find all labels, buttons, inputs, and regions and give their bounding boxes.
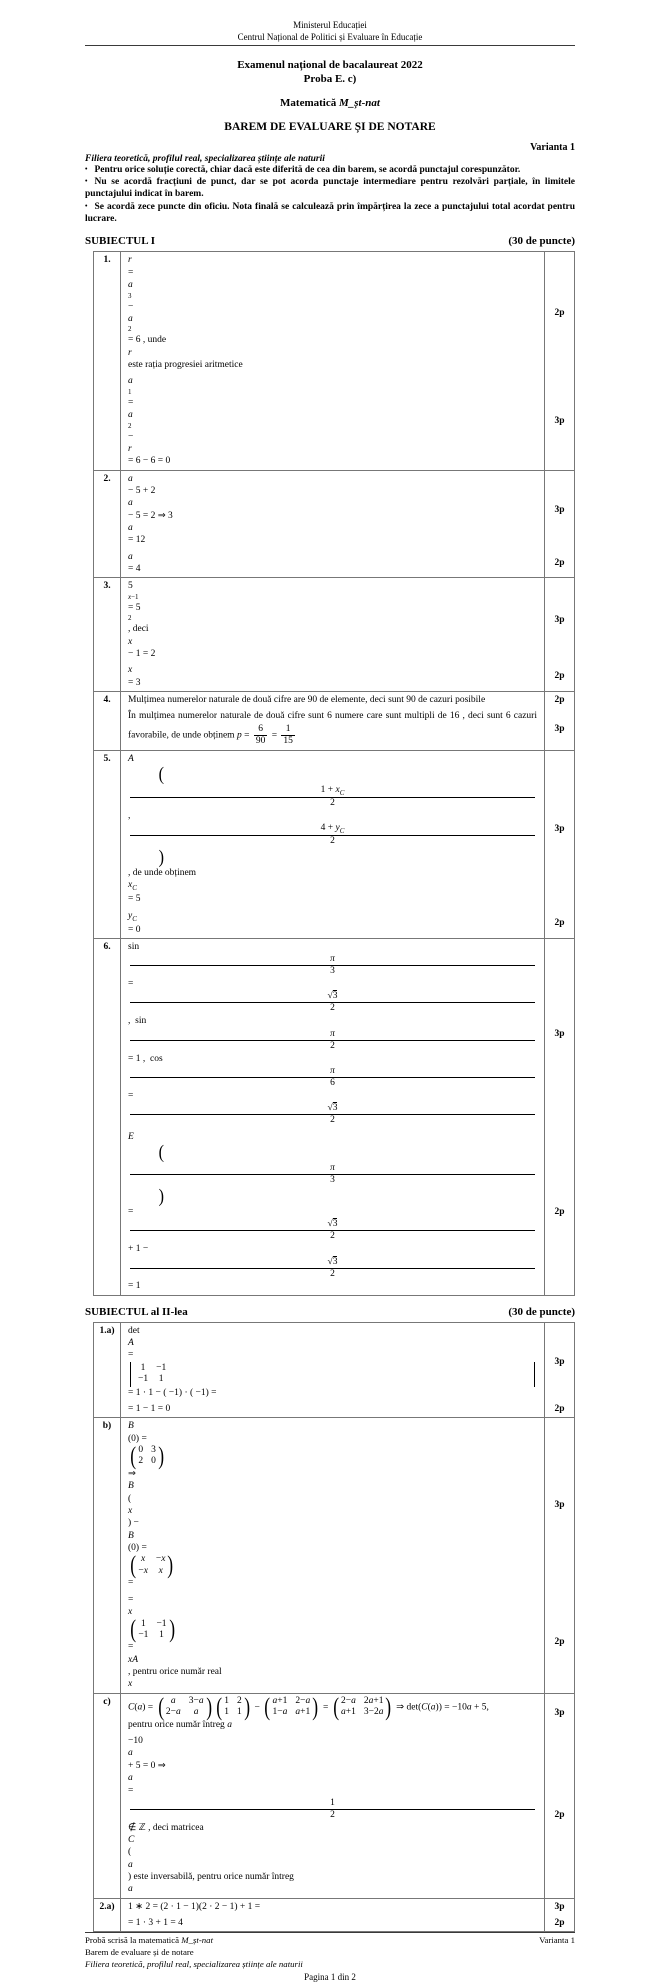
points-cell: 2p bbox=[544, 252, 574, 373]
row-lines bbox=[121, 1418, 574, 1693]
table-row bbox=[94, 1899, 574, 1932]
answer-content: a − 5 + 2 a − 5 = 2 ⇒ 3 a = 12 bbox=[128, 473, 173, 546]
row-number: b) bbox=[94, 1418, 121, 1693]
filiera-note: Filiera teoretică, profilul real, specializarea științe ale naturii bbox=[85, 153, 325, 164]
answer-content: Mulțimea numerelor naturale de două cifre are 90 de elemente, deci sunt 90 de cazuri posibile bbox=[128, 695, 486, 705]
row-lines bbox=[121, 1323, 574, 1418]
answer-line bbox=[121, 1915, 574, 1931]
answer-content: −10 a + 5 = 0 ⇒ a = $\frac{1}{2}$ ∉ ℤ , deci matricea C ( a ) este inversabilă, pentru orice număr întreg a bbox=[121, 1733, 544, 1898]
score-table bbox=[93, 251, 575, 1295]
row-number: c) bbox=[94, 1694, 121, 1898]
section-points: (30 de puncte) bbox=[508, 1305, 575, 1318]
row-lines bbox=[121, 471, 574, 578]
bullet-icon: • bbox=[85, 177, 88, 186]
answer-line bbox=[121, 252, 574, 373]
answer-line bbox=[121, 662, 574, 691]
footer-line-1 bbox=[85, 1935, 575, 1947]
subject-title: Matematică M_șt-nat bbox=[280, 96, 380, 109]
points-cell: 2p bbox=[544, 662, 574, 691]
center-line: Centrul Național de Politici și Evaluare în Educație bbox=[237, 31, 423, 42]
row-number: 1.a) bbox=[94, 1323, 121, 1418]
answer-content: sin $\frac{\pi}{3}$ = $\frac{√3}{2}$ , sin $\frac{\pi}{2}$ = 1 , cos $\frac{\pi}{6}$ = $\frac{√3}{2}$ bbox=[121, 939, 544, 1129]
footer-filiera: Filiera teoretică, profilul real, specializarea științe ale naturii bbox=[85, 1958, 303, 1969]
row-lines bbox=[121, 1899, 574, 1932]
section-points: (30 de puncte) bbox=[508, 235, 575, 248]
points-cell: 2p bbox=[544, 1915, 574, 1931]
barem-title: BAREM DE EVALUARE ȘI DE NOTARE bbox=[224, 120, 436, 133]
answer-content: a = 4 bbox=[128, 551, 141, 575]
answer-line bbox=[121, 549, 574, 578]
answer-content: = x ( 1 −1 −1 1 ) = xA , pentru orice număr real x bbox=[128, 1594, 222, 1690]
answer-line bbox=[121, 751, 574, 908]
footer-exam-code: M_șt-nat bbox=[181, 1935, 214, 1946]
row-number: 6. bbox=[94, 939, 121, 1295]
answer-content: r = a 3 − a 2 = 6 , unde r este rația progresiei aritmetice bbox=[128, 255, 243, 371]
row-lines bbox=[121, 751, 574, 938]
points-cell: 2p bbox=[544, 1733, 574, 1898]
answer-content: B (0) = ( 0 3 2 0 ) ⇒ B ( x ) − B (0) = ( x −x −x x ) = bbox=[128, 1421, 174, 1589]
table-row bbox=[94, 471, 574, 579]
row-lines bbox=[121, 939, 574, 1295]
points-cell: 3p bbox=[544, 939, 574, 1129]
table-row bbox=[94, 252, 574, 470]
row-lines bbox=[121, 692, 574, 750]
answer-line bbox=[121, 471, 574, 549]
footer-exam-name: Probă scrisă la matematică M_șt-nat bbox=[85, 1935, 214, 1946]
points-cell: 2p bbox=[544, 1129, 574, 1295]
answer-content: x = 3 bbox=[128, 665, 141, 688]
answer-line bbox=[121, 1592, 574, 1693]
bullet-icon: • bbox=[85, 164, 88, 173]
bullet-item: • Nu se acordă fracțiuni de punct, dar se pot acorda punctaje intermediare pentru rezolvări parțiale, în limitele punctajului indicat în barem. bbox=[85, 177, 575, 200]
row-lines bbox=[121, 252, 574, 469]
answer-line bbox=[121, 578, 574, 662]
answer-line bbox=[121, 1418, 574, 1591]
answer-line bbox=[121, 1733, 574, 1898]
answer-content: 5 x−1 = 5 2 , deci x − 1 = 2 bbox=[128, 581, 156, 659]
points-cell: 3p bbox=[544, 471, 574, 549]
bullet-icon: • bbox=[85, 201, 88, 210]
points-cell: 3p bbox=[544, 1899, 574, 1915]
score-table bbox=[93, 1322, 575, 1933]
answer-content: a 1 = a 2 − r = 6 − 6 = 0 bbox=[128, 376, 171, 467]
answer-line bbox=[121, 708, 574, 749]
section-heading bbox=[85, 1306, 575, 1318]
points-cell: 2p bbox=[544, 549, 574, 578]
points-cell: 3p bbox=[544, 1323, 574, 1401]
answer-line bbox=[121, 1899, 574, 1915]
answer-content: $y_C$ = 0 bbox=[128, 910, 141, 935]
answer-content: E ( $\frac{\pi}{3}$ ) = $\frac{√3}{2}$ + 1 − $\frac{√3}{2}$ = 1 bbox=[121, 1129, 544, 1295]
row-number: 1. bbox=[94, 252, 121, 469]
answer-line bbox=[121, 1129, 574, 1295]
proba-label: Proba E. c) bbox=[303, 72, 357, 85]
page-number: Pagina 1 din 2 bbox=[304, 1972, 356, 1982]
table-row bbox=[94, 692, 574, 751]
footer-barem-line: Barem de evaluare și de notare bbox=[85, 1947, 194, 1958]
row-lines bbox=[121, 578, 574, 691]
title-block bbox=[85, 46, 575, 132]
subject-code: M_șt-nat bbox=[338, 96, 380, 109]
points-cell: 3p bbox=[544, 1694, 574, 1733]
answer-content: În mulțimea numerelor naturale de două cifre sunt 6 numere care sunt multipli de 16 , deci sunt 6 cazuri favorabile, de unde obținem p = $\frac{6}{90}$ = $\frac{1}{15}$ bbox=[128, 711, 537, 746]
points-cell: 3p bbox=[544, 751, 574, 908]
answer-content: det A = 1 −1 −1 1 = 1 · 1 − ( −1) · ( −1) = bbox=[121, 1323, 544, 1401]
answer-line bbox=[121, 939, 574, 1129]
answer-line bbox=[121, 1401, 574, 1417]
footer-rule bbox=[85, 1932, 575, 1933]
answer-line bbox=[121, 692, 574, 708]
footer-variant: Varianta 1 bbox=[539, 1935, 575, 1946]
table-row bbox=[94, 1694, 574, 1899]
points-cell: 2p bbox=[544, 1401, 574, 1417]
row-number: 4. bbox=[94, 692, 121, 750]
row-number: 2. bbox=[94, 471, 121, 578]
answer-content: 1 ∗ 2 = (2 · 1 − 1)(2 · 2 − 1) + 1 = bbox=[128, 1901, 261, 1912]
bullet-item: • Pentru orice soluție corectă, chiar dacă este diferită de cea din barem, se acordă punctajul corespunzător. bbox=[85, 164, 521, 175]
answer-line bbox=[121, 1323, 574, 1401]
points-cell: 3p bbox=[544, 1418, 574, 1591]
sections bbox=[85, 225, 575, 1932]
variant-label: Varianta 1 bbox=[530, 141, 575, 153]
ministry-header bbox=[85, 20, 575, 43]
bullet-item: • Se acordă zece puncte din oficiu. Nota finală se calculează prin împărțirea la zece a punctajului total acordat pentru lucrare. bbox=[85, 201, 575, 225]
row-lines bbox=[121, 1694, 574, 1898]
exam-title: Examenul național de bacalaureat 2022 bbox=[237, 59, 423, 72]
points-cell: 3p bbox=[544, 578, 574, 662]
answer-content: C(a) = ( a 3−a 2−a a ) ( 1 2 1 1 ) − ( a+1 2−a 1−a a+1 ) = ( 2−a 2a+1 a+1 3−2a ) ⇒ det(C(a)) = −10a + 5, pentru orice număr întreg a bbox=[128, 1693, 489, 1730]
section-title: SUBIECTUL al II-lea bbox=[85, 1305, 188, 1318]
section-heading bbox=[85, 235, 575, 247]
table-row bbox=[94, 939, 574, 1295]
table-row bbox=[94, 1323, 574, 1419]
answer-content: = 1 − 1 = 0 bbox=[128, 1403, 171, 1414]
answer-content: A ( $\frac{1 + x_C}{2}$ , $\frac{4 + y_C}{2}$ ) , de unde obținem $x_C$ = 5 bbox=[121, 751, 544, 908]
page-footer bbox=[85, 1932, 575, 1982]
answer-content: = 1 · 3 + 1 = 4 bbox=[128, 1918, 183, 1929]
points-cell: 3p bbox=[544, 373, 574, 469]
table-row bbox=[94, 1418, 574, 1694]
points-cell: 2p bbox=[544, 692, 574, 708]
points-cell: 2p bbox=[544, 1592, 574, 1693]
table-row bbox=[94, 751, 574, 939]
row-number: 5. bbox=[94, 751, 121, 938]
answer-line bbox=[121, 908, 574, 938]
ministry-line: Ministerul Educației bbox=[293, 20, 367, 30]
points-cell: 3p bbox=[544, 708, 574, 749]
row-number: 2.a) bbox=[94, 1899, 121, 1932]
answer-line bbox=[121, 1694, 574, 1733]
points-cell: 2p bbox=[544, 908, 574, 938]
row-number: 3. bbox=[94, 578, 121, 691]
answer-line bbox=[121, 373, 574, 469]
table-row bbox=[94, 578, 574, 692]
section-title: SUBIECTUL I bbox=[85, 235, 156, 248]
